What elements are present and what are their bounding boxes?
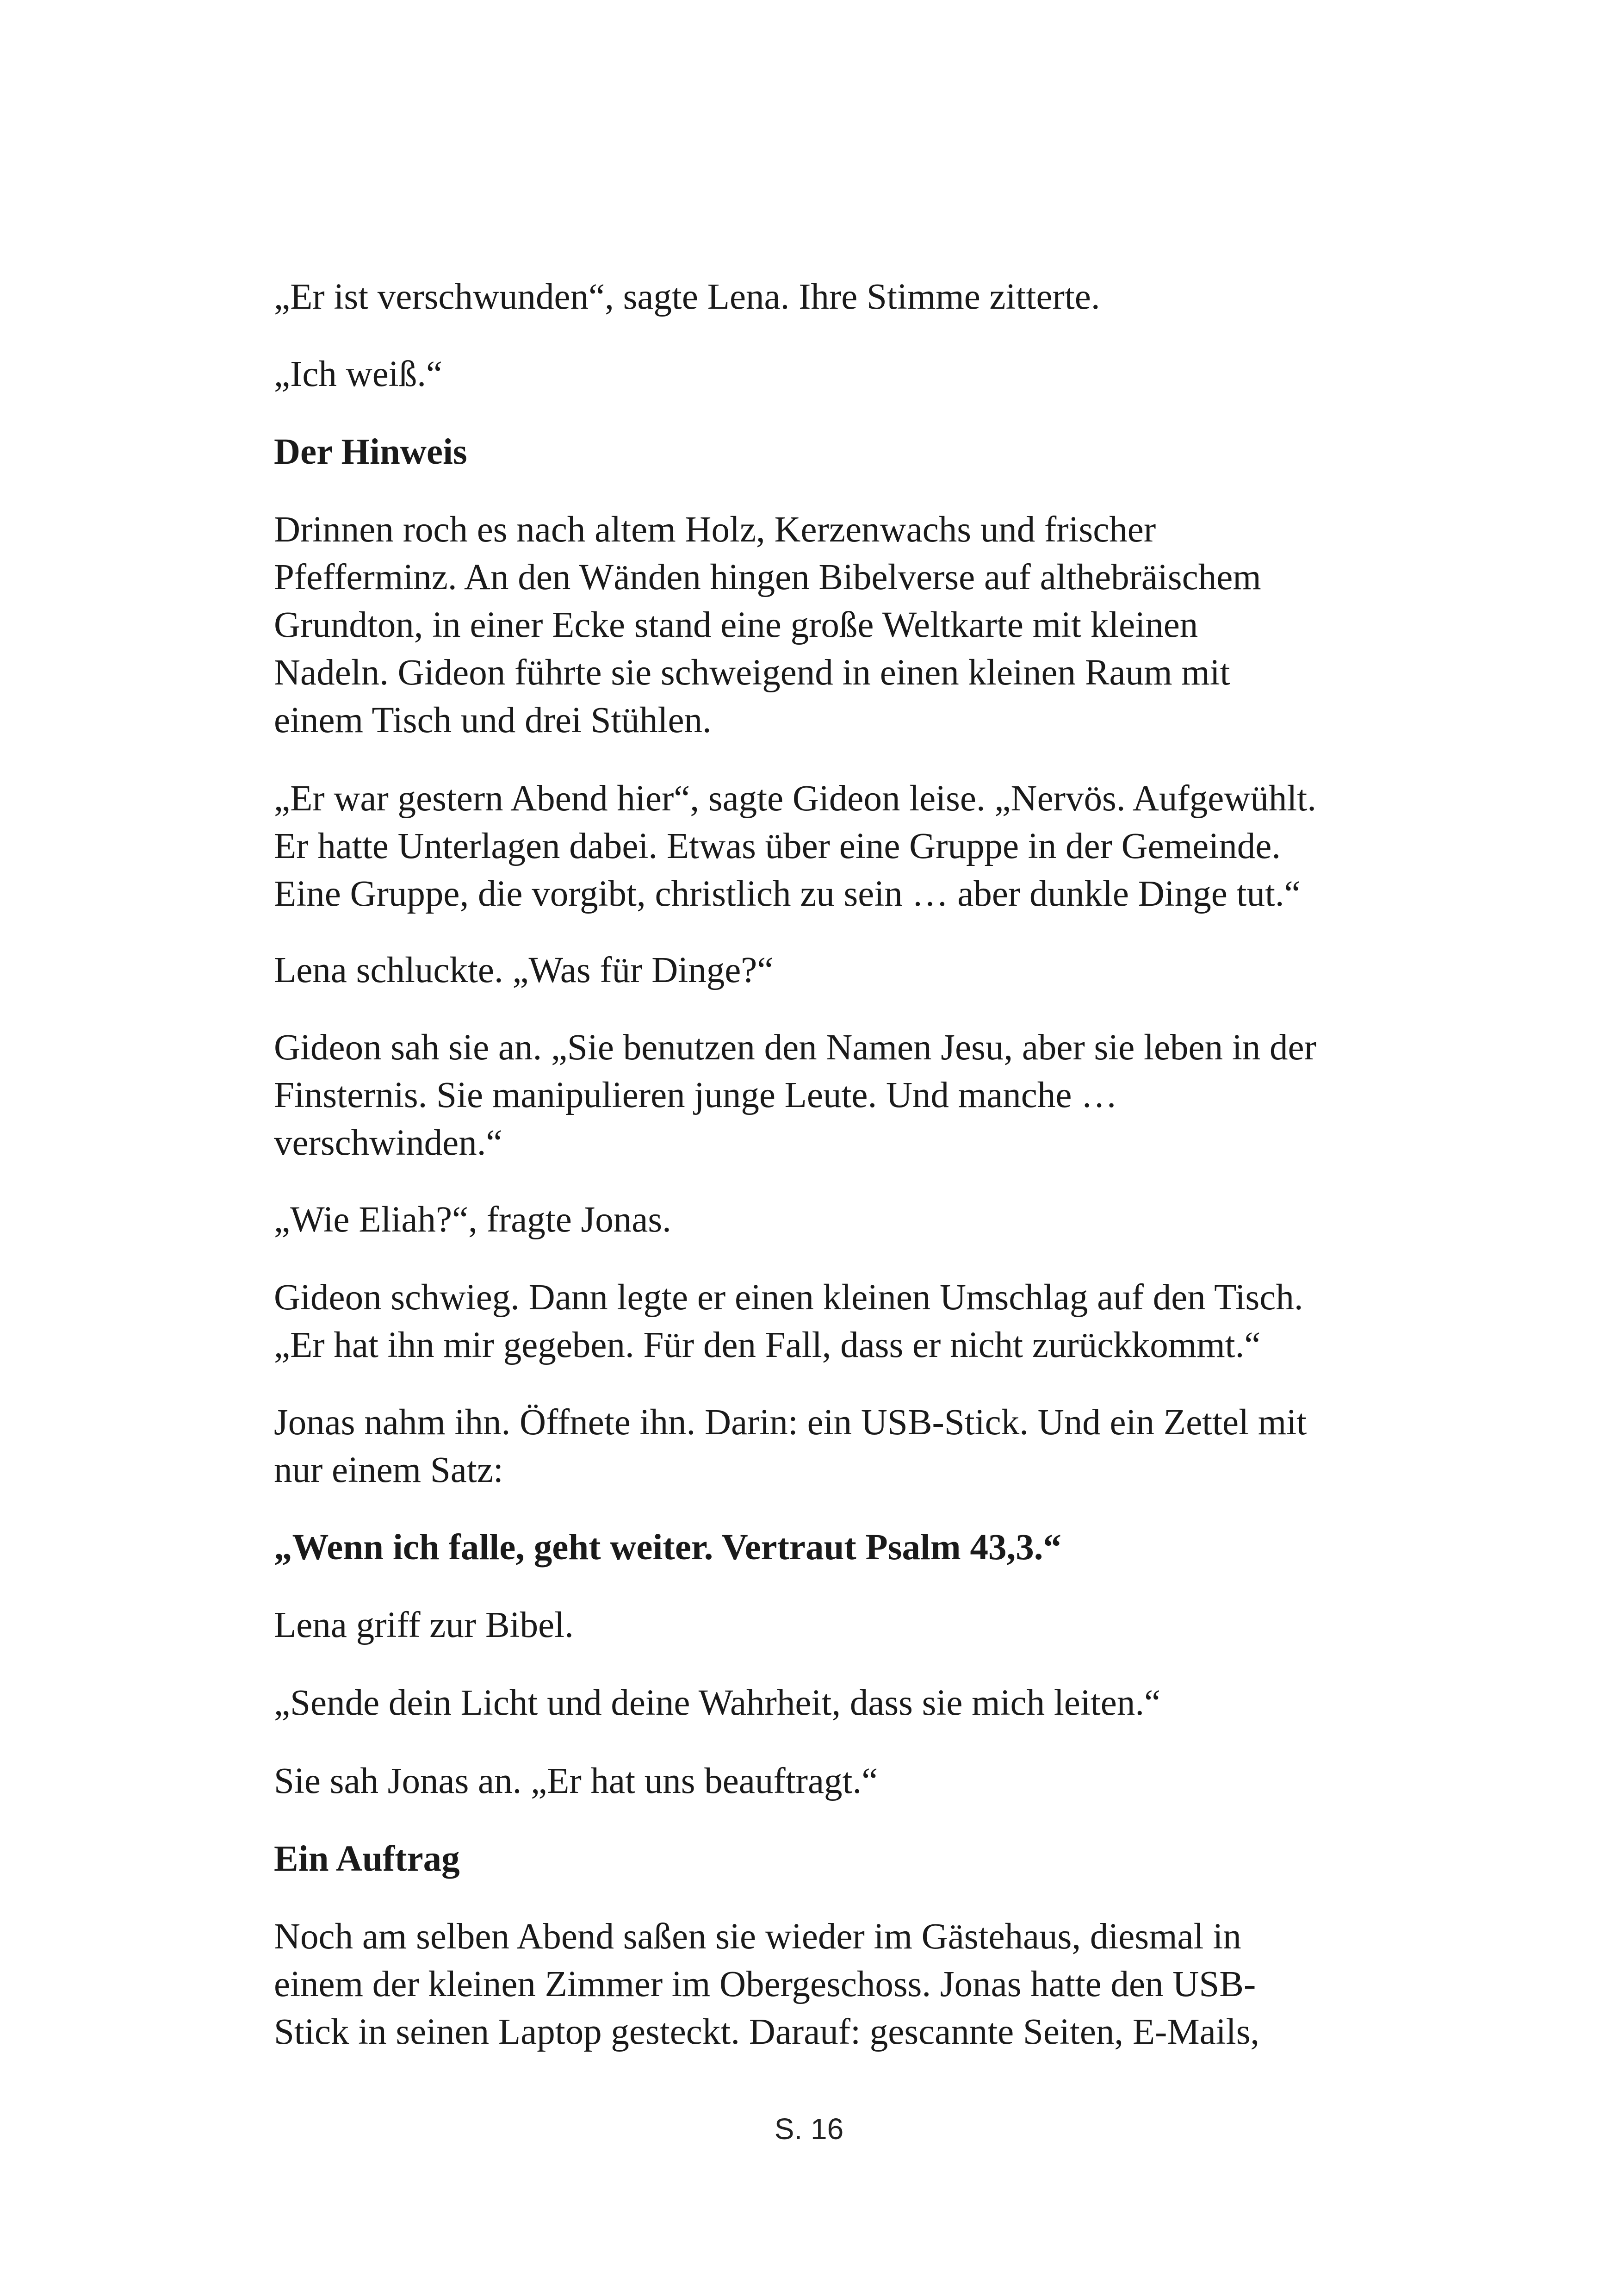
- text-line: Lena schluckte. „Was für Dinge?“: [274, 950, 774, 990]
- paragraph-10: [274, 1601, 1352, 1649]
- text-line: „Er hat ihn mir gegeben. Für den Fall, dass er nicht zurückkommt.“: [274, 1325, 1261, 1365]
- text-line: Nadeln. Gideon führte sie schweigend in einen kleinen Raum mit: [274, 653, 1230, 693]
- text-line: einem der kleinen Zimmer im Obergeschoss. Jonas hatte den USB-: [274, 1964, 1256, 2004]
- text-line: Grundton, in einer Ecke stand eine große Weltkarte mit kleinen: [274, 605, 1198, 645]
- text-line: „Er war gestern Abend hier“, sagte Gideon leise. „Nervös. Aufgewühlt.: [274, 778, 1316, 819]
- heading-text: Der Hinweis: [274, 432, 467, 472]
- text-line: Jonas nahm ihn. Öffnete ihn. Darin: ein USB-Stick. Und ein Zettel mit: [274, 1402, 1307, 1443]
- text-line: einem Tisch und drei Stühlen.: [274, 700, 712, 740]
- paragraph-8: [274, 1274, 1352, 1369]
- heading-text: Ein Auftrag: [274, 1839, 460, 1879]
- section-heading-der-hinweis: [274, 428, 1352, 476]
- paragraph-4: [274, 775, 1352, 918]
- text-line: Gideon sah sie an. „Sie benutzen den Namen Jesu, aber sie leben in der: [274, 1027, 1316, 1068]
- paragraph-2: [274, 350, 1352, 398]
- paragraph-9: [274, 1399, 1352, 1494]
- text-line: „Er ist verschwunden“, sagte Lena. Ihre Stimme zitterte.: [274, 277, 1100, 317]
- paragraph-5: [274, 946, 1352, 994]
- text-line: Noch am selben Abend saßen sie wieder im Gästehaus, diesmal in: [274, 1916, 1241, 1957]
- section-heading-ein-auftrag: [274, 1835, 1352, 1883]
- text-line: Stick in seinen Laptop gesteckt. Darauf: gescannte Seiten, E-Mails,: [274, 2012, 1260, 2052]
- text-line: nur einem Satz:: [274, 1450, 503, 1490]
- paragraph-1: [274, 273, 1352, 321]
- highlighted-quote: [274, 1524, 1352, 1571]
- text-line: Finsternis. Sie manipulieren junge Leute. Und manche …: [274, 1075, 1118, 1115]
- text-line: Er hatte Unterlagen dabei. Etwas über eine Gruppe in der Gemeinde.: [274, 826, 1281, 866]
- paragraph-7: [274, 1196, 1352, 1244]
- paragraph-13: [274, 1913, 1352, 2056]
- text-line: Gideon schwieg. Dann legte er einen kleinen Umschlag auf den Tisch.: [274, 1277, 1303, 1318]
- text-line: Pfefferminz. An den Wänden hingen Bibelverse auf althebräischem: [274, 557, 1261, 597]
- text-line: Sie sah Jonas an. „Er hat uns beauftragt.“: [274, 1761, 878, 1801]
- paragraph-6: [274, 1024, 1352, 1167]
- paragraph-3: [274, 506, 1352, 744]
- text-line: verschwinden.“: [274, 1123, 502, 1163]
- text-line: „Wie Eliah?“, fragte Jonas.: [274, 1200, 671, 1240]
- text-line: Drinnen roch es nach altem Holz, Kerzenwachs und frischer: [274, 510, 1156, 550]
- paragraph-12: [274, 1757, 1352, 1805]
- page-number: S. 16: [774, 2112, 844, 2146]
- text-line: Lena griff zur Bibel.: [274, 1605, 574, 1645]
- quote-text: „Wenn ich falle, geht weiter. Vertraut Psalm 43,3.“: [274, 1527, 1061, 1568]
- text-line: „Ich weiß.“: [274, 354, 443, 394]
- text-line: Eine Gruppe, die vorgibt, christlich zu sein … aber dunkle Dinge tut.“: [274, 874, 1301, 914]
- text-line: „Sende dein Licht und deine Wahrheit, dass sie mich leiten.“: [274, 1683, 1161, 1723]
- paragraph-11: [274, 1679, 1352, 1727]
